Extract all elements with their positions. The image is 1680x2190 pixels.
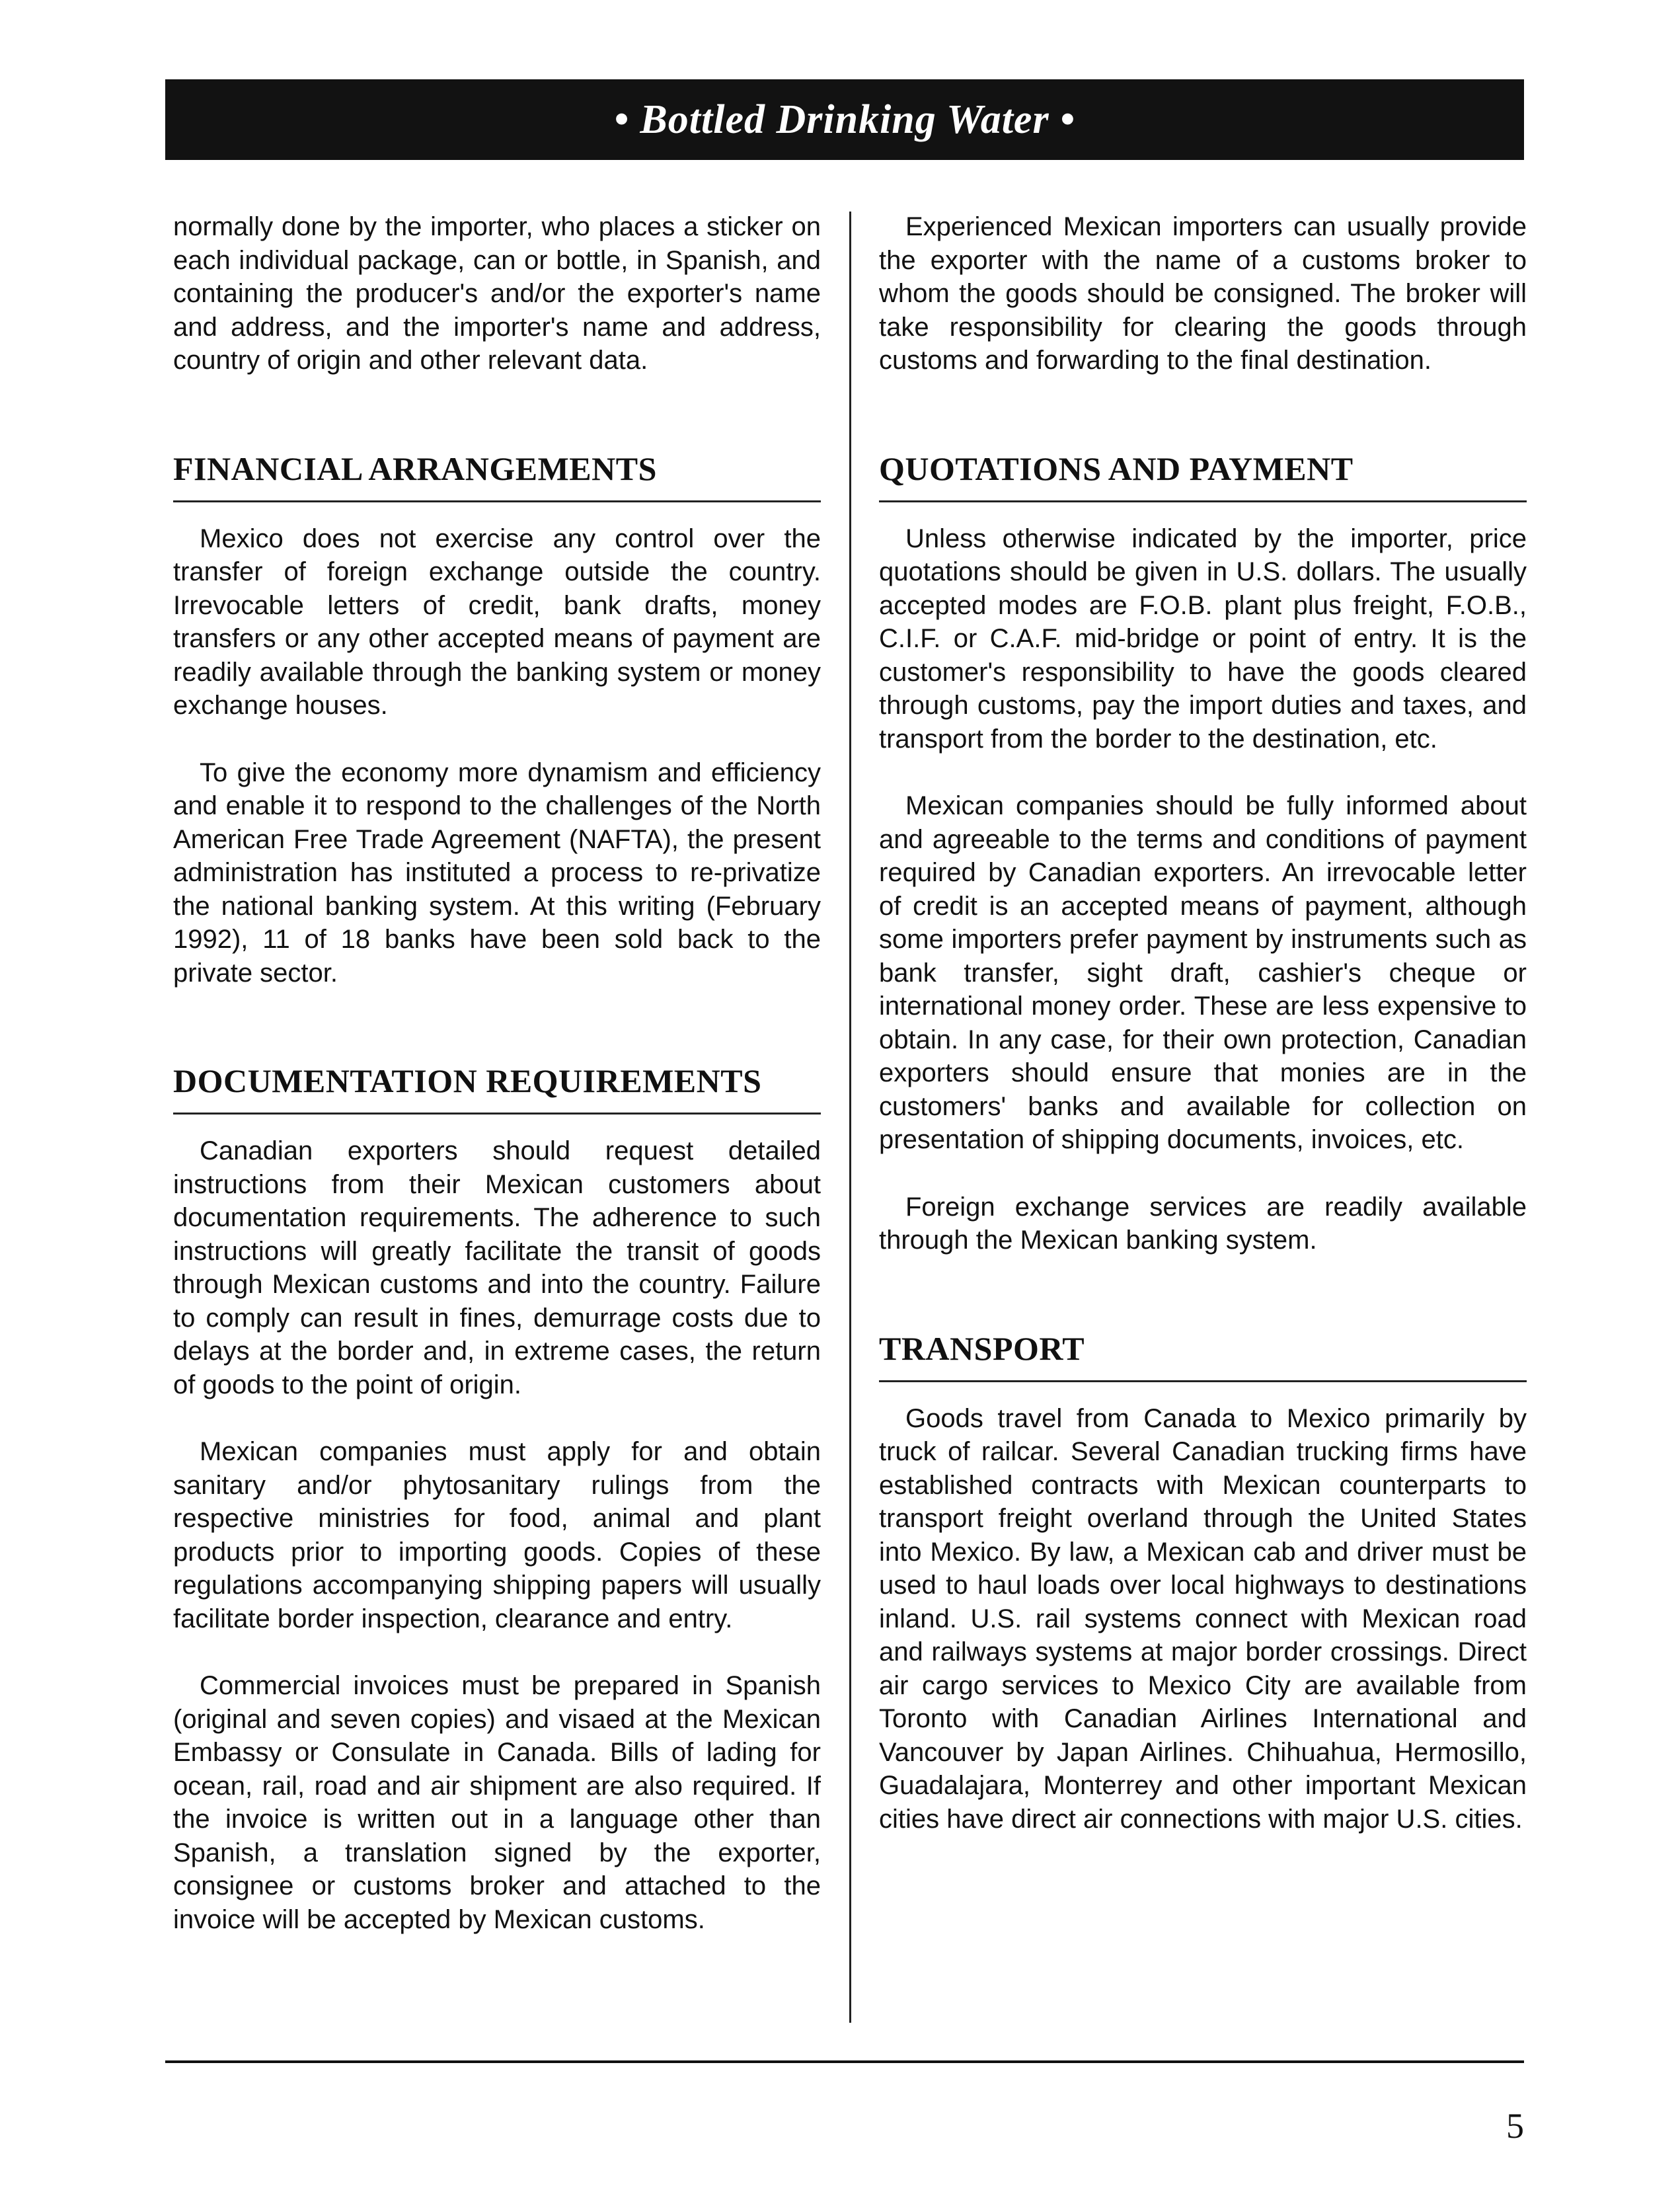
paragraph: Mexican companies should be fully informed about and agreeable to the terms and conditions of payment required by Canadian exporters. An irrevocable letter of credit is an accepted means of payment, although some importers prefer payment by instruments such as bank transfer, sight draft, cashier's cheque or international money order. These are less expensive to obtain. In any case, for their own protection, Canadian exporters should ensure that monies are in the customers' banks and available for collection on presentation of shipping documents, invoices, etc. [879, 791, 1527, 1154]
continued-paragraph: normally done by the importer, who places a sticker on each individual package, can or bottle, in Spanish, and containing the producer's and/or the exporter's name and address, and the importer's name and address, country of origin and other relevant data. [173, 212, 821, 375]
section-heading-documentation: DOCUMENTATION REQUIREMENTS [173, 1061, 821, 1115]
left-column [173, 210, 821, 1936]
paragraph: Mexican companies must apply for and obtain sanitary and/or phytosanitary rulings from the respective ministries for food, animal and plant products prior to importing goods. Copies of these regulations accompanying shipping papers will usually facilitate border inspection, clearance and entry. [173, 1437, 821, 1633]
paragraph: Commercial invoices must be prepared in Spanish (original and seven copies) and visaed at the Mexican Embassy or Consulate in Canada. Bills of lading for ocean, rail, road and air shipment are also required. If the invoice is written out in a language other than Spanish, a translation signed by the exporter, consignee or customs broker and attached to the invoice will be accepted by Mexican customs. [173, 1671, 821, 1934]
paragraph: Unless otherwise indicated by the importer, price quotations should be given in U.S. dollars. The usually accepted modes are F.O.B. plant plus freight, F.O.B., C.I.F. or C.A.F. mid-bridge or point of entry. It is the customer's responsibility to have the goods cleared through customs, pay the import duties and taxes, and transport from the border to the destination, etc. [879, 524, 1527, 754]
section-heading-quotations: QUOTATIONS AND PAYMENT [879, 449, 1527, 502]
paragraph: Foreign exchange services are readily available through the Mexican banking system. [879, 1192, 1527, 1255]
banner-title: • Bottled Drinking Water • [614, 97, 1075, 142]
continued-paragraph: Experienced Mexican importers can usually provide the exporter with the name of a customs broker to whom the goods should be consigned. The broker will take responsibility for clearing the goods through customs and forwarding to the final destination. [879, 212, 1527, 375]
right-column [879, 210, 1527, 1836]
paragraph: Goods travel from Canada to Mexico primarily by truck of railcar. Several Canadian trucking firms have established contracts with Mexican counterparts to transport freight overland through the United States into Mexico. By law, a Mexican cab and driver must be used to haul loads over local highways to destinations inland. U.S. rail systems connect with Mexican road and railways systems at major border crossings. Direct air cargo services to Mexico City are available from Toronto with Canadian Airlines International and Vancouver by Japan Airlines. Chihuahua, Hermosillo, Guadalajara, Monterrey and other important Mexican cities have direct air connections with major U.S. cities. [879, 1403, 1527, 1834]
section-heading-transport: TRANSPORT [879, 1329, 1527, 1382]
paragraph: Canadian exporters should request detailed instructions from their Mexican customers about documentation requirements. The adherence to such instructions will greatly facilitate the transit of goods through Mexican customs and into the country. Failure to comply can result in fines, demurrage costs due to delays at the border and, in extreme cases, the return of goods to the point of origin. [173, 1136, 821, 1399]
paragraph: To give the economy more dynamism and efficiency and enable it to respond to the challenges of the North American Free Trade Agreement (NAFTA), the present administration has instituted a process to re-privatize the national banking system. At this writing (February 1992), 11 of 18 banks have been sold back to the private sector. [173, 758, 821, 988]
column-divider [849, 212, 851, 2023]
section-heading-financial: FINANCIAL ARRANGEMENTS [173, 449, 821, 502]
page-number: 5 [1506, 2106, 1524, 2146]
paragraph: Mexico does not exercise any control over the transfer of foreign exchange outside the country. Irrevocable letters of credit, bank drafts, money transfers or any other accepted means of payment are readily available through the banking system or money exchange houses. [173, 524, 821, 720]
footer-rule [165, 2060, 1524, 2063]
header-banner [165, 79, 1524, 160]
